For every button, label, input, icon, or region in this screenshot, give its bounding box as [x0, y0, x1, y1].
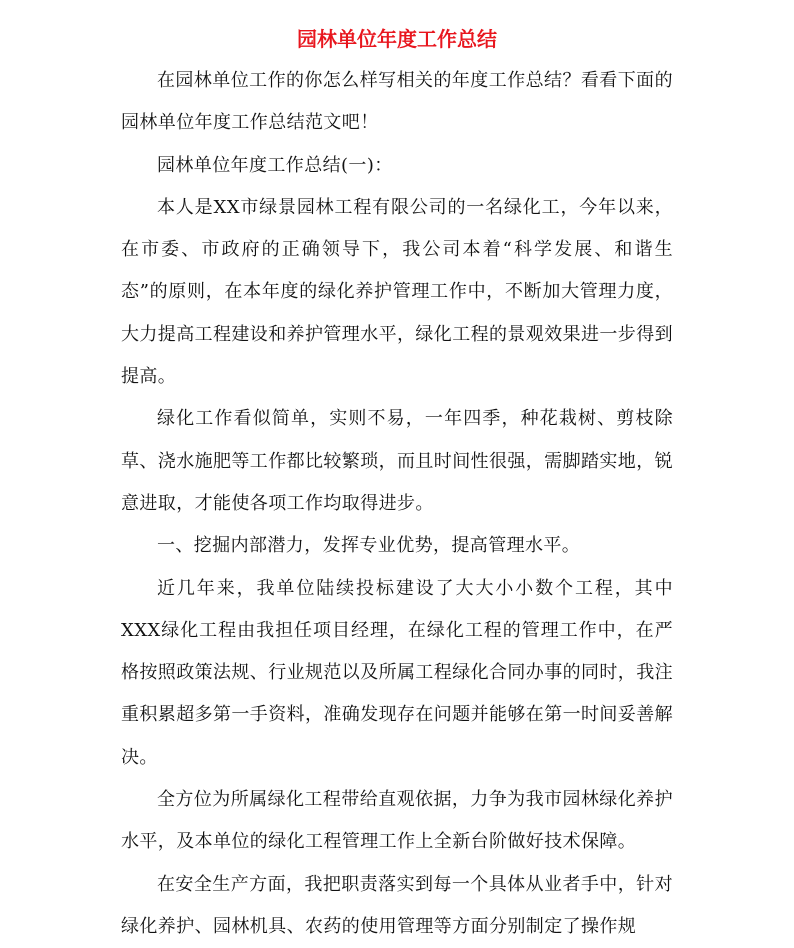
paragraph-subheading: 一、挖掘内部潜力，发挥专业优势，提高管理水平。 [157, 535, 581, 557]
paragraph-intro: 在园林单位工作的你怎么样写相关的年度工作总结？看看下面的园林单位年度工作总结范文吧！ [121, 70, 673, 134]
paragraph-section-heading: 园林单位年度工作总结(一)： [157, 154, 393, 176]
document-title: 园林单位年度工作总结 [297, 27, 497, 51]
document-body [121, 60, 673, 948]
paragraph: 在安全生产方面，我把职责落实到每一个具体从业者手中，针对绿化养护、园林机具、农药的使用管理等方面分别制定了操作规 [121, 873, 673, 937]
paragraph: 近几年来，我单位陆续投标建设了大大小小数个工程，其中XXX绿化工程由我担任项目经理，在绿化工程的管理工作中，在严格按照政策法规、行业规范以及所属工程绿化合同办事的同时，我注重积累超多第一手资料，准确发现存在问题并能够在第一时间妥善解决。 [121, 577, 673, 768]
paragraph: 本人是XX市绿景园林工程有限公司的一名绿化工，今年以来，在市委、市政府的正确领导下，我公司本着“科学发展、和谐生态”的原则，在本年度的绿化养护管理工作中，不断加大管理力度，大力提高工程建设和养护管理水平，绿化工程的景观效果进一步得到提高。 [121, 196, 673, 388]
paragraph: 全方位为所属绿化工程带给直观依据，力争为我市园林绿化养护水平，及本单位的绿化工程管理工作上全新台阶做好技术保障。 [121, 789, 673, 853]
paragraph: 绿化工作看似简单，实则不易，一年四季，种花栽树、剪枝除草、浇水施肥等工作都比较繁琐，而且时间性很强，需脚踏实地，锐意进取，才能使各项工作均取得进步。 [121, 408, 673, 514]
